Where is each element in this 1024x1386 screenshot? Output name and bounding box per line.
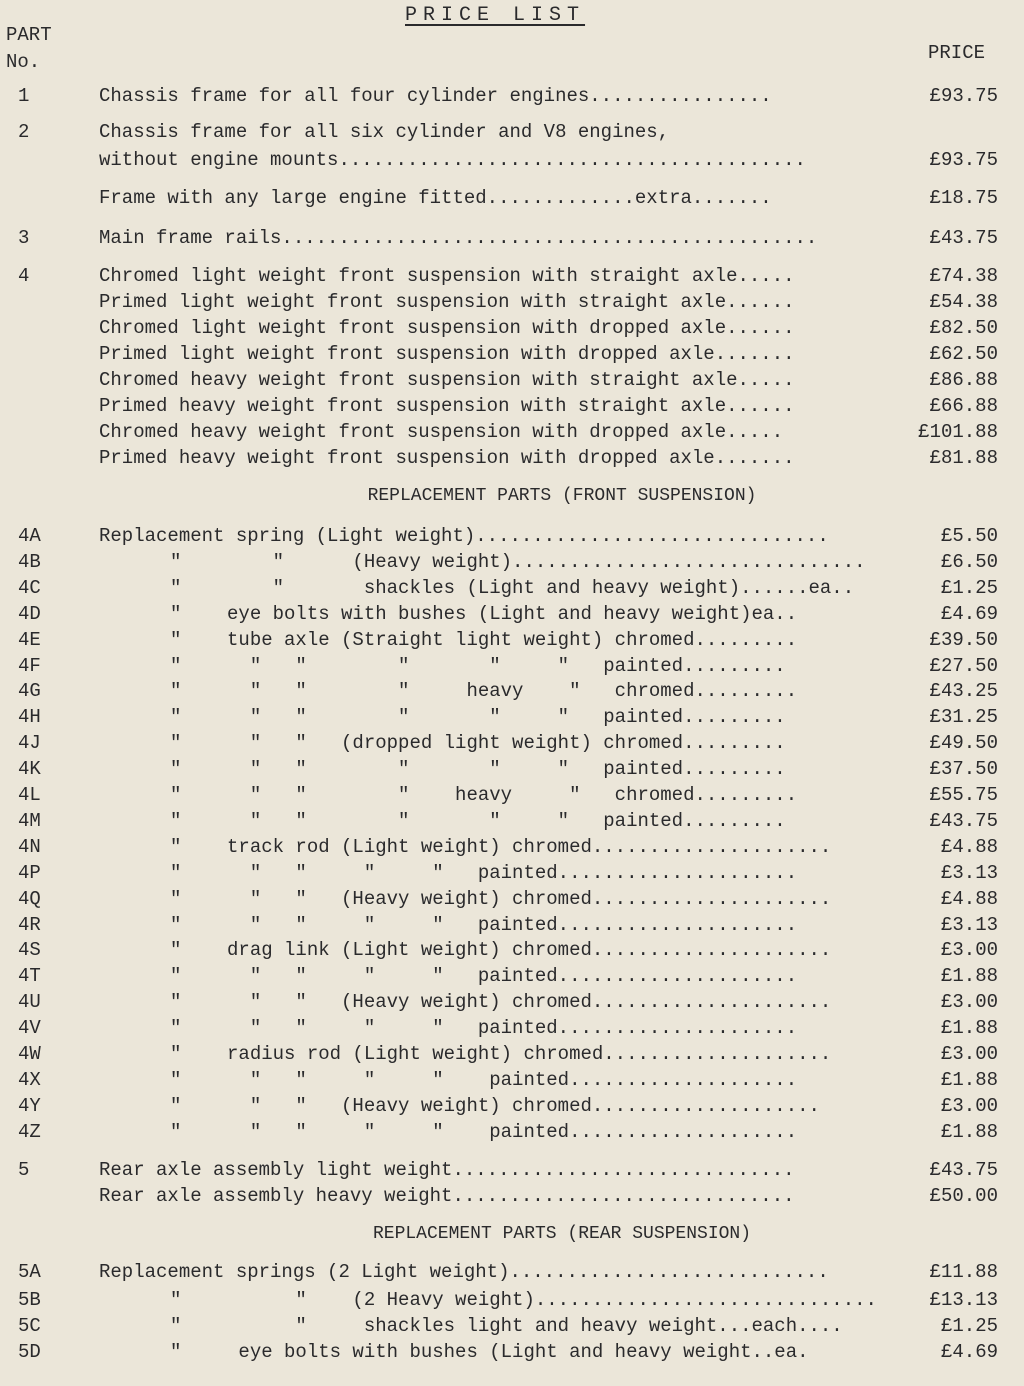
- list-item: [0, 988, 1024, 1016]
- part-number: 4J: [18, 732, 41, 755]
- list-item: [0, 781, 1024, 809]
- item-description: " " " " " painted....................: [170, 1068, 798, 1091]
- item-description: " " " " " painted.....................: [170, 1017, 798, 1040]
- list-item: [0, 703, 1024, 731]
- item-price: £4.69: [940, 602, 998, 625]
- item-description: Rear axle assembly light weight..............................: [99, 1159, 795, 1181]
- part-number: 4S: [18, 939, 41, 962]
- item-price: £43.25: [929, 680, 998, 703]
- list-item: [0, 1338, 1024, 1366]
- item-description: Frame with any large engine fitted.............extra.......: [99, 187, 772, 209]
- list-item: [0, 444, 1024, 472]
- list-item: [0, 807, 1024, 835]
- section-heading-front: REPLACEMENT PARTS (FRONT SUSPENSION): [367, 486, 757, 506]
- list-item: [0, 1312, 1024, 1340]
- part-number: 3: [18, 227, 30, 249]
- item-price: £101.88: [918, 421, 998, 443]
- part-number: 5D: [18, 1341, 41, 1363]
- page-title: PRICE LIST: [405, 4, 586, 27]
- item-price: £13.13: [929, 1289, 998, 1311]
- item-price: £1.25: [940, 576, 998, 599]
- item-price: £3.13: [940, 913, 998, 936]
- list-item: [0, 418, 1024, 446]
- part-number: 4T: [18, 965, 41, 988]
- item-price: £43.75: [929, 809, 998, 832]
- list-item: [0, 548, 1024, 576]
- part-number-header: [6, 22, 52, 76]
- item-description: " " shackles (Light and heavy weight)......ea..: [170, 576, 855, 599]
- list-item: [0, 859, 1024, 887]
- item-price: £5.50: [940, 525, 998, 547]
- part-number: 4R: [18, 913, 41, 936]
- item-description: " eye bolts with bushes (Light and heavy weight)ea..: [170, 602, 798, 625]
- list-item: [0, 936, 1024, 964]
- list-item: [0, 146, 1024, 174]
- list-item: [0, 366, 1024, 394]
- list-item: [0, 82, 1024, 110]
- part-number: 1: [18, 85, 30, 107]
- list-item: [0, 1182, 1024, 1210]
- item-description: " radius rod (Light weight) chromed....................: [170, 1043, 832, 1065]
- part-number: 4P: [18, 861, 41, 884]
- part-number: 5C: [18, 1315, 41, 1337]
- list-item: [0, 1014, 1024, 1042]
- item-price: £82.50: [929, 317, 998, 339]
- item-description: Main frame rails...............................................: [99, 227, 818, 249]
- part-number: 5A: [18, 1261, 41, 1283]
- item-price: £11.88: [929, 1261, 998, 1283]
- list-item: [0, 574, 1024, 602]
- list-item: [0, 392, 1024, 420]
- list-item: [0, 1040, 1024, 1068]
- item-description: Rear axle assembly heavy weight..............................: [99, 1185, 795, 1207]
- list-item: [0, 262, 1024, 290]
- item-description: " " " " " " painted.........: [170, 654, 786, 677]
- part-number: 2: [18, 121, 30, 143]
- item-description: " " " (Heavy weight) chromed.....................: [170, 991, 832, 1014]
- item-description: " " " " " " painted.........: [170, 706, 786, 729]
- item-price: £6.50: [940, 550, 998, 573]
- item-description: " " " " heavy " chromed.........: [170, 680, 798, 703]
- list-item: [0, 1286, 1024, 1314]
- list-item: [0, 626, 1024, 654]
- item-description: " " " " " " painted.........: [170, 758, 786, 781]
- item-description: " " (Heavy weight)...............................: [170, 550, 866, 573]
- part-number: 4Y: [18, 1094, 41, 1117]
- list-item: [0, 1118, 1024, 1146]
- item-price: £55.75: [929, 784, 998, 806]
- item-price: £1.88: [940, 1120, 998, 1143]
- item-price: £81.88: [929, 447, 998, 469]
- item-price: £1.25: [940, 1315, 998, 1337]
- item-price: £1.88: [940, 1017, 998, 1040]
- item-description: " " " " " " painted.........: [170, 809, 786, 832]
- section-heading-rear: REPLACEMENT PARTS (REAR SUSPENSION): [372, 1224, 752, 1244]
- item-description: " track rod (Light weight) chromed.....................: [170, 835, 832, 858]
- item-price: £4.69: [940, 1341, 998, 1363]
- list-item: [0, 340, 1024, 368]
- part-number: 4W: [18, 1043, 41, 1065]
- list-item: [0, 1066, 1024, 1094]
- item-price: £3.00: [940, 1094, 998, 1117]
- part-number: 5: [18, 1159, 30, 1181]
- item-description: " " " " " painted.....................: [170, 913, 798, 936]
- item-description: Chromed light weight front suspension with straight axle.....: [99, 265, 795, 287]
- list-item: [0, 118, 1024, 146]
- item-description: Replacement springs (2 Light weight)............................: [99, 1261, 829, 1283]
- part-number: 5B: [18, 1289, 41, 1311]
- item-description: " " " " heavy " chromed.........: [170, 784, 798, 806]
- part-number: 4H: [18, 706, 41, 729]
- item-description: " " " (dropped light weight) chromed.........: [170, 732, 786, 755]
- item-description: " " " (Heavy weight) chromed.....................: [170, 887, 832, 910]
- part-number: 4Z: [18, 1120, 41, 1143]
- item-description: " tube axle (Straight light weight) chromed.........: [170, 628, 798, 651]
- part-number: 4Q: [18, 887, 41, 910]
- item-description: Chromed heavy weight front suspension with dropped axle.....: [99, 421, 784, 443]
- item-price: £1.88: [940, 1068, 998, 1091]
- item-price: £39.50: [929, 628, 998, 651]
- item-price: £86.88: [929, 369, 998, 391]
- list-item: [0, 224, 1024, 252]
- item-description: Primed light weight front suspension with dropped axle.......: [99, 343, 795, 365]
- item-price: £37.50: [929, 758, 998, 781]
- item-price: £3.00: [940, 939, 998, 962]
- part-number: 4K: [18, 758, 41, 781]
- item-description: Replacement spring (Light weight)...............................: [99, 525, 829, 547]
- item-description: Primed light weight front suspension with straight axle......: [99, 291, 795, 313]
- list-item: [0, 833, 1024, 861]
- item-description: " " " " " painted....................: [170, 1120, 798, 1143]
- list-item: [0, 885, 1024, 913]
- item-price: £3.13: [940, 861, 998, 884]
- part-number: 4E: [18, 628, 41, 651]
- item-price: £50.00: [929, 1185, 998, 1207]
- list-item: [0, 288, 1024, 316]
- part-number: 4B: [18, 550, 41, 573]
- part-header-line1: PART: [6, 24, 52, 46]
- item-price: £49.50: [929, 732, 998, 755]
- item-description: Chassis frame for all six cylinder and V8 engines,: [99, 121, 670, 143]
- item-price: £54.38: [929, 291, 998, 313]
- item-price: £74.38: [929, 265, 998, 287]
- list-item: [0, 962, 1024, 990]
- item-price: £62.50: [929, 343, 998, 365]
- price-header: PRICE: [928, 42, 986, 64]
- item-price: £4.88: [940, 835, 998, 858]
- item-description: Primed heavy weight front suspension with dropped axle.......: [99, 447, 795, 469]
- list-item: [0, 600, 1024, 628]
- part-number: 4X: [18, 1068, 41, 1091]
- part-number: 4U: [18, 991, 41, 1014]
- item-description: " eye bolts with bushes (Light and heavy weight..ea.: [170, 1341, 809, 1363]
- part-number: 4C: [18, 576, 41, 599]
- item-description: " " " " " painted.....................: [170, 965, 798, 988]
- item-price: £93.75: [929, 85, 998, 107]
- list-item: [0, 1258, 1024, 1286]
- part-number: 4N: [18, 835, 41, 858]
- part-number: 4: [18, 265, 30, 287]
- item-price: £3.00: [940, 991, 998, 1014]
- item-price: £43.75: [929, 1159, 998, 1181]
- item-price: £43.75: [929, 227, 998, 249]
- list-item: [0, 911, 1024, 939]
- item-price: £27.50: [929, 654, 998, 677]
- item-description: " drag link (Light weight) chromed.....................: [170, 939, 832, 962]
- item-description: without engine mounts.........................................: [99, 149, 806, 171]
- part-number: 4F: [18, 654, 41, 677]
- item-price: £3.00: [940, 1043, 998, 1065]
- part-number: 4M: [18, 809, 41, 832]
- item-price: £66.88: [929, 395, 998, 417]
- item-description: " " " " " painted.....................: [170, 861, 798, 884]
- item-price: £1.88: [940, 965, 998, 988]
- item-price: £93.75: [929, 149, 998, 171]
- part-number: 4A: [18, 525, 41, 547]
- item-description: Chromed heavy weight front suspension with straight axle.....: [99, 369, 795, 391]
- part-number: 4V: [18, 1017, 41, 1040]
- list-item: [0, 1156, 1024, 1184]
- item-description: " " " (Heavy weight) chromed....................: [170, 1094, 820, 1117]
- part-number: 4G: [18, 680, 41, 703]
- part-header-line2: No.: [6, 51, 41, 73]
- list-item: [0, 184, 1024, 212]
- item-description: " " shackles light and heavy weight...each....: [170, 1315, 843, 1337]
- list-item: [0, 755, 1024, 783]
- list-item: [0, 729, 1024, 757]
- list-item: [0, 314, 1024, 342]
- item-price: £18.75: [929, 187, 998, 209]
- item-description: Chromed light weight front suspension with dropped axle......: [99, 317, 795, 339]
- item-description: " " (2 Heavy weight)..............................: [170, 1289, 877, 1311]
- part-number: 4L: [18, 784, 41, 806]
- list-item: [0, 522, 1024, 550]
- list-item: [0, 652, 1024, 680]
- item-price: £4.88: [940, 887, 998, 910]
- list-item: [0, 1092, 1024, 1120]
- item-description: Primed heavy weight front suspension with straight axle......: [99, 395, 795, 417]
- item-description: Chassis frame for all four cylinder engines................: [99, 85, 772, 107]
- list-item: [0, 677, 1024, 705]
- part-number: 4D: [18, 602, 41, 625]
- item-price: £31.25: [929, 706, 998, 729]
